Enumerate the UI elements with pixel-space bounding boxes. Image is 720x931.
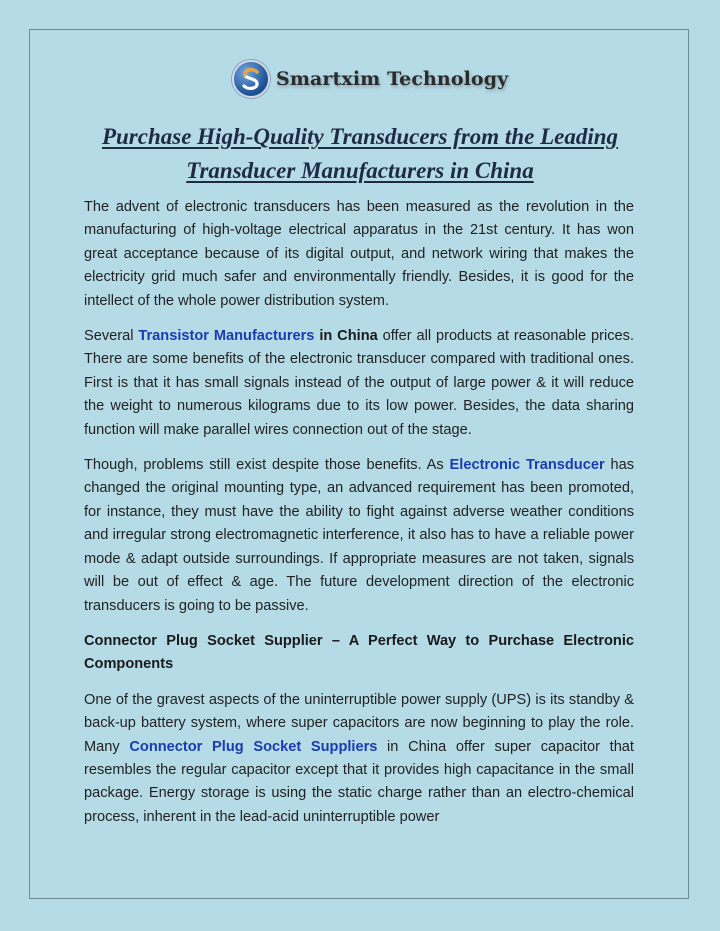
transistor-manufacturers-link[interactable]: Transistor Manufacturers (138, 328, 315, 345)
section-heading: Connector Plug Socket Supplier – A Perfect Way to Purchase Electronic Components (84, 632, 634, 673)
logo-text: Smartxim Technology (276, 68, 509, 90)
text-segment: offer all products at reasonable prices. There are some benefits of the electronic transducer compared with traditional ones. First is that it has small signals instead of the output of large power & it will reduce the weight to numerous kilograms due to its low power. Besides, the data sharing function will make parallel wires connection out of the stage. (84, 328, 634, 438)
electronic-transducer-link[interactable]: Electronic Transducer (449, 457, 605, 474)
text-segment: Though, problems still exist despite those benefits. As (84, 457, 450, 474)
connector-plug-socket-suppliers-link[interactable]: Connector Plug Socket Suppliers (129, 738, 378, 755)
article-body (84, 196, 634, 841)
bold-in-china: in China (314, 328, 378, 345)
text-segment: has changed the original mounting type, an advanced requirement has been promoted, for instance, they must have the ability to fight against adverse weather conditions and irregular strong electromagnetic interference, it also has to have a reliable power mode & adapt outside surroundings. If appropriate measures are not taken, signals will be out of effect & age. The future development direction of the electronic transducers is going to be passive. (84, 457, 634, 614)
paragraph-ups (84, 689, 634, 829)
text-segment: in China offer super capacitor that resembles the regular capacitor except that it provides high capacitance in the small package. Energy storage is using the static charge rather than an electro-chemical process, inherent in the lead-acid uninterruptible power (84, 738, 634, 825)
text-segment: Several (84, 328, 139, 345)
text-segment: One of the gravest aspects of the uninterruptible power supply (UPS) is its standby & back-up battery system, where super capacitors are now beginning to play the role. Many (84, 691, 634, 755)
company-logo (232, 58, 508, 100)
paragraph-problems (84, 454, 634, 618)
page-title: Purchase High-Quality Transducers from the Leading Transducer Manufacturers in China (101, 124, 619, 183)
logo-swirl-icon (232, 60, 270, 98)
paragraph-transistor (84, 325, 634, 442)
paragraph-intro: The advent of electronic transducers has been measured as the revolution in the manufacturing of high-voltage electrical apparatus in the 21st century. It has won great acceptance because of its digital output, and network wiring that makes the electricity grid much safer and environmentally friendly. Besides, it is good for the intellect of the whole power distribution system. (84, 199, 634, 309)
